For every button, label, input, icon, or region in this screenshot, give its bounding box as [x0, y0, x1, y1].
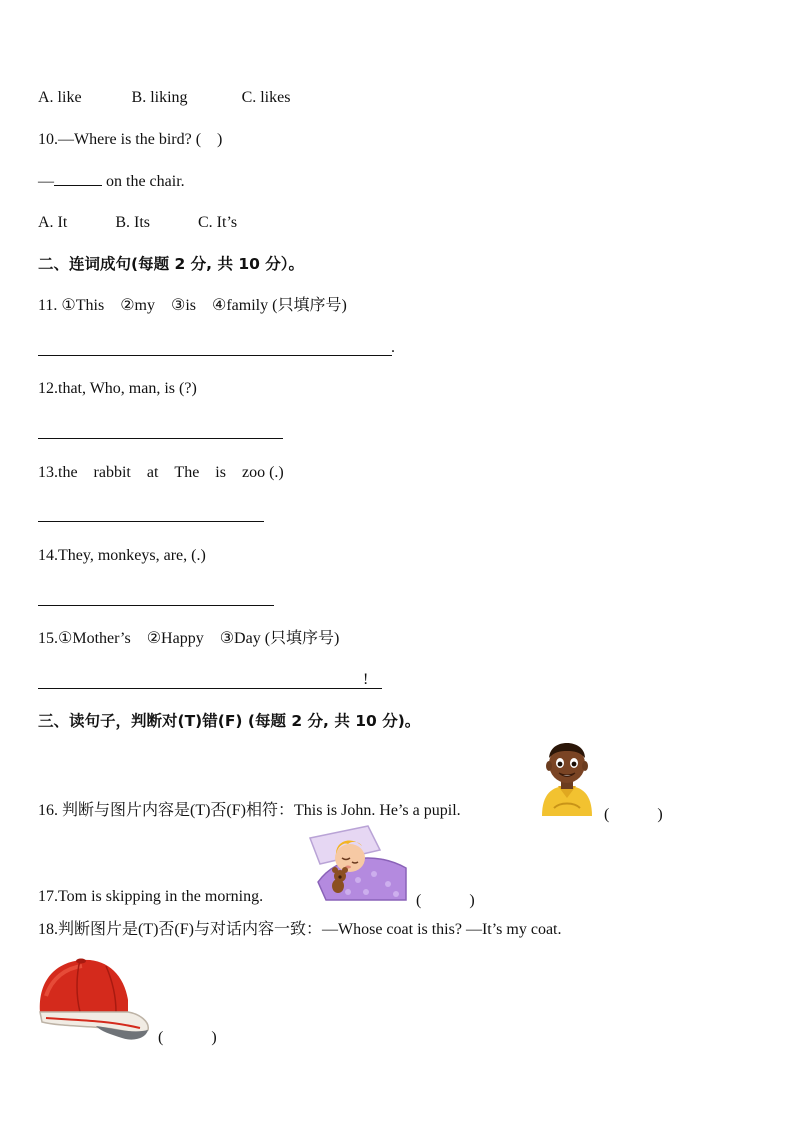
q9-options — [38, 88, 290, 108]
q10-options — [38, 213, 237, 233]
q15-end-mark: ! — [363, 671, 369, 688]
q9-option-c[interactable]: C. likes — [241, 89, 291, 106]
q10-after: on the chair. — [102, 173, 185, 190]
q10-stem: 10.—Where is the bird? ( ) — [38, 131, 223, 148]
q14-text: 14.They, monkeys, are, (.) — [38, 547, 206, 564]
q14-answer-line[interactable] — [38, 605, 274, 606]
q10-option-c[interactable]: C. It’s — [198, 214, 238, 231]
section-2-heading: 二、连词成句(每题 2 分, 共 10 分）。 — [38, 255, 305, 273]
q10-option-a[interactable]: A. It — [38, 214, 68, 231]
boy-pupil-image — [536, 742, 598, 816]
q13-answer-line[interactable] — [38, 521, 264, 522]
q11-end-mark: . — [391, 339, 395, 356]
q17-answer-paren[interactable]: ( ) — [416, 892, 475, 909]
red-cap-image — [36, 956, 150, 1044]
q15-text: 15.①Mother’s ②Happy ③Day (只填序号) — [38, 630, 340, 647]
q12-answer-line[interactable] — [38, 438, 283, 439]
q10-sentence — [38, 171, 185, 192]
q9-option-a[interactable]: A. like — [38, 89, 82, 106]
q11-text: 11. ①This ②my ③is ④family (只填序号) — [38, 297, 347, 314]
q15-answer-line[interactable] — [38, 688, 382, 689]
q17-text: 17.Tom is skipping in the morning. — [38, 888, 264, 905]
q18-text: 18.判断图片是(T)否(F)与对话内容一致：—Whose coat is this? —It’s my coat. — [38, 921, 562, 938]
q11-answer-line[interactable] — [38, 355, 392, 356]
section-3-heading: 三、读句子，判断对(T)错(F) (每题 2 分, 共 10 分)。 — [38, 712, 421, 730]
q12-text: 12.that, Who, man, is (?) — [38, 380, 197, 397]
sleeping-boy-image — [308, 824, 408, 902]
q10-dash: — — [38, 173, 54, 190]
q10-blank[interactable] — [54, 171, 102, 186]
q13-text: 13.the rabbit at The is zoo (.) — [38, 464, 284, 481]
q16-text: 16. 判断与图片内容是(T)否(F)相符：This is John. He’s a pupil. — [38, 802, 461, 819]
q16-answer-paren[interactable]: ( ) — [604, 806, 663, 823]
q10-option-b[interactable]: B. Its — [115, 214, 150, 231]
q18-answer-paren[interactable]: ( ) — [158, 1029, 217, 1046]
q9-option-b[interactable]: B. liking — [131, 89, 188, 106]
